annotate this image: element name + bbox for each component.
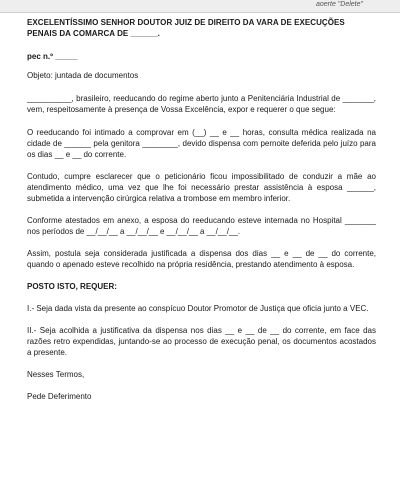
- paragraph-request-justification: Assim, postula seja considerada justificada a dispensa dos dias __ e __ de __ do corrente, quando o apenado esteve recolhido na própria residência, prestando atendimento à esposa.: [27, 249, 376, 269]
- paragraph-introduction: __________, brasileiro, reeducando do regime aberto junto a Penitenciária Industrial de _______, vem, respeitosamente à presença de Vossa Excelência, expor e requerer o que segue:: [27, 94, 376, 114]
- request-item-2: II.- Seja acolhida a justificativa da dispensa nos dias __ e __ de __ do corrente, em face das razões retro expendidas, juntando-se ao processo de execução penal, os documentos acostados a presente.: [27, 326, 376, 357]
- delete-tooltip: aoerte "Delete": [316, 1, 363, 8]
- document-body: [27, 17, 376, 402]
- objeto-line: Objeto: juntada de documentos: [27, 71, 139, 80]
- signoff-line: Pede Deferimento: [27, 392, 92, 401]
- pec-number: pec n.º _____: [27, 52, 78, 61]
- closing-line: Nesses Termos,: [27, 370, 85, 379]
- paragraph-hospital: Conforme atestados em anexo, a esposa do reeducando esteve internada no Hospital _______ nos períodos de __/__/__ a __/__/__ e __/__/__ a __/__/__.: [27, 216, 376, 236]
- paragraph-intimation: O reeducando foi intimado a comprovar em (__) __ e __ horas, consulta médica realizada na cidade de ______ pela genitora ________, devido dispensa com pernoite deferida pelo juízo para os dias __ e __ do corrente.: [27, 128, 376, 159]
- document-heading: EXCELENTÍSSIMO SENHOR DOUTOR JUIZ DE DIREITO DA VARA DE EXECUÇÕES PENAIS DA COMARCA DE ______.: [27, 18, 345, 38]
- paragraph-clarification: Contudo, cumpre esclarecer que o peticionário ficou impossibilitado de conduzir a mãe ao atendimento médico, uma vez que lhe foi necessário prestar assistência à esposa ______, submetida a intervenção cirúrgica relativa a trombose em membro inferior.: [27, 172, 376, 203]
- posto-isto-heading: POSTO ISTO, REQUER:: [27, 282, 117, 291]
- request-item-1: I.- Seja dada vista da presente ao conspícuo Doutor Promotor de Justiça que oficia junto a VEC.: [27, 304, 369, 313]
